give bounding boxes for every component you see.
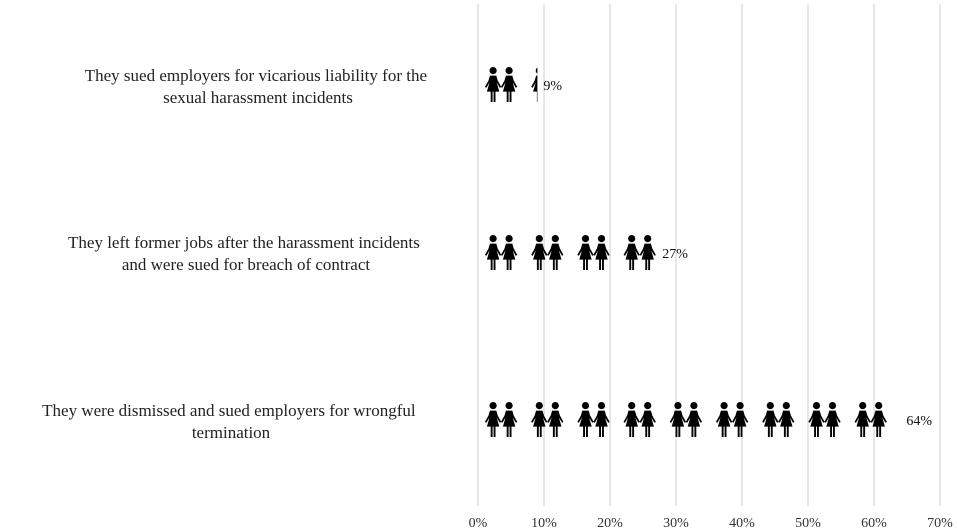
category-label-1: They left former jobs after the harassment incidents and were sued for breach of contract [68,233,420,274]
woman-pair-icon [670,402,702,437]
category-label-0: They sued employers for vicarious liability for the sexual harassment incidents [84,66,428,107]
value-label-2: 64% [906,414,933,429]
woman-pair-icon [577,402,609,437]
value-label-0: 9% [543,79,563,94]
woman-pair-icon [762,402,794,437]
woman-pair-icon [531,402,563,437]
x-tick-label-2: 20% [597,516,623,531]
woman-pair-icon [808,402,840,437]
woman-pair-icon [577,235,609,270]
icon-row-2 [485,402,933,437]
category-label-2: They were dismissed and sued employers for wrongful termination [42,401,416,442]
woman-pair-icon [624,402,656,437]
x-tick-label-1: 10% [531,516,557,531]
x-tick-label-6: 60% [861,516,887,531]
x-axis-ticks [469,516,954,531]
x-tick-label-5: 50% [795,516,821,531]
icon-row-1 [485,235,656,270]
woman-pair-icon [855,402,887,437]
woman-pair-icon [485,67,517,102]
woman-pair-icon [624,235,656,270]
x-tick-label-3: 30% [663,516,689,531]
woman-pair-icon [716,402,748,437]
x-tick-label-7: 70% [927,516,953,531]
woman-pair-icon [485,402,517,437]
woman-pair-icon [531,235,563,270]
value-label-1: 27% [662,247,688,262]
woman-pair-icon [485,235,517,270]
x-tick-label-0: 0% [468,516,488,531]
x-tick-label-4: 40% [729,516,755,531]
